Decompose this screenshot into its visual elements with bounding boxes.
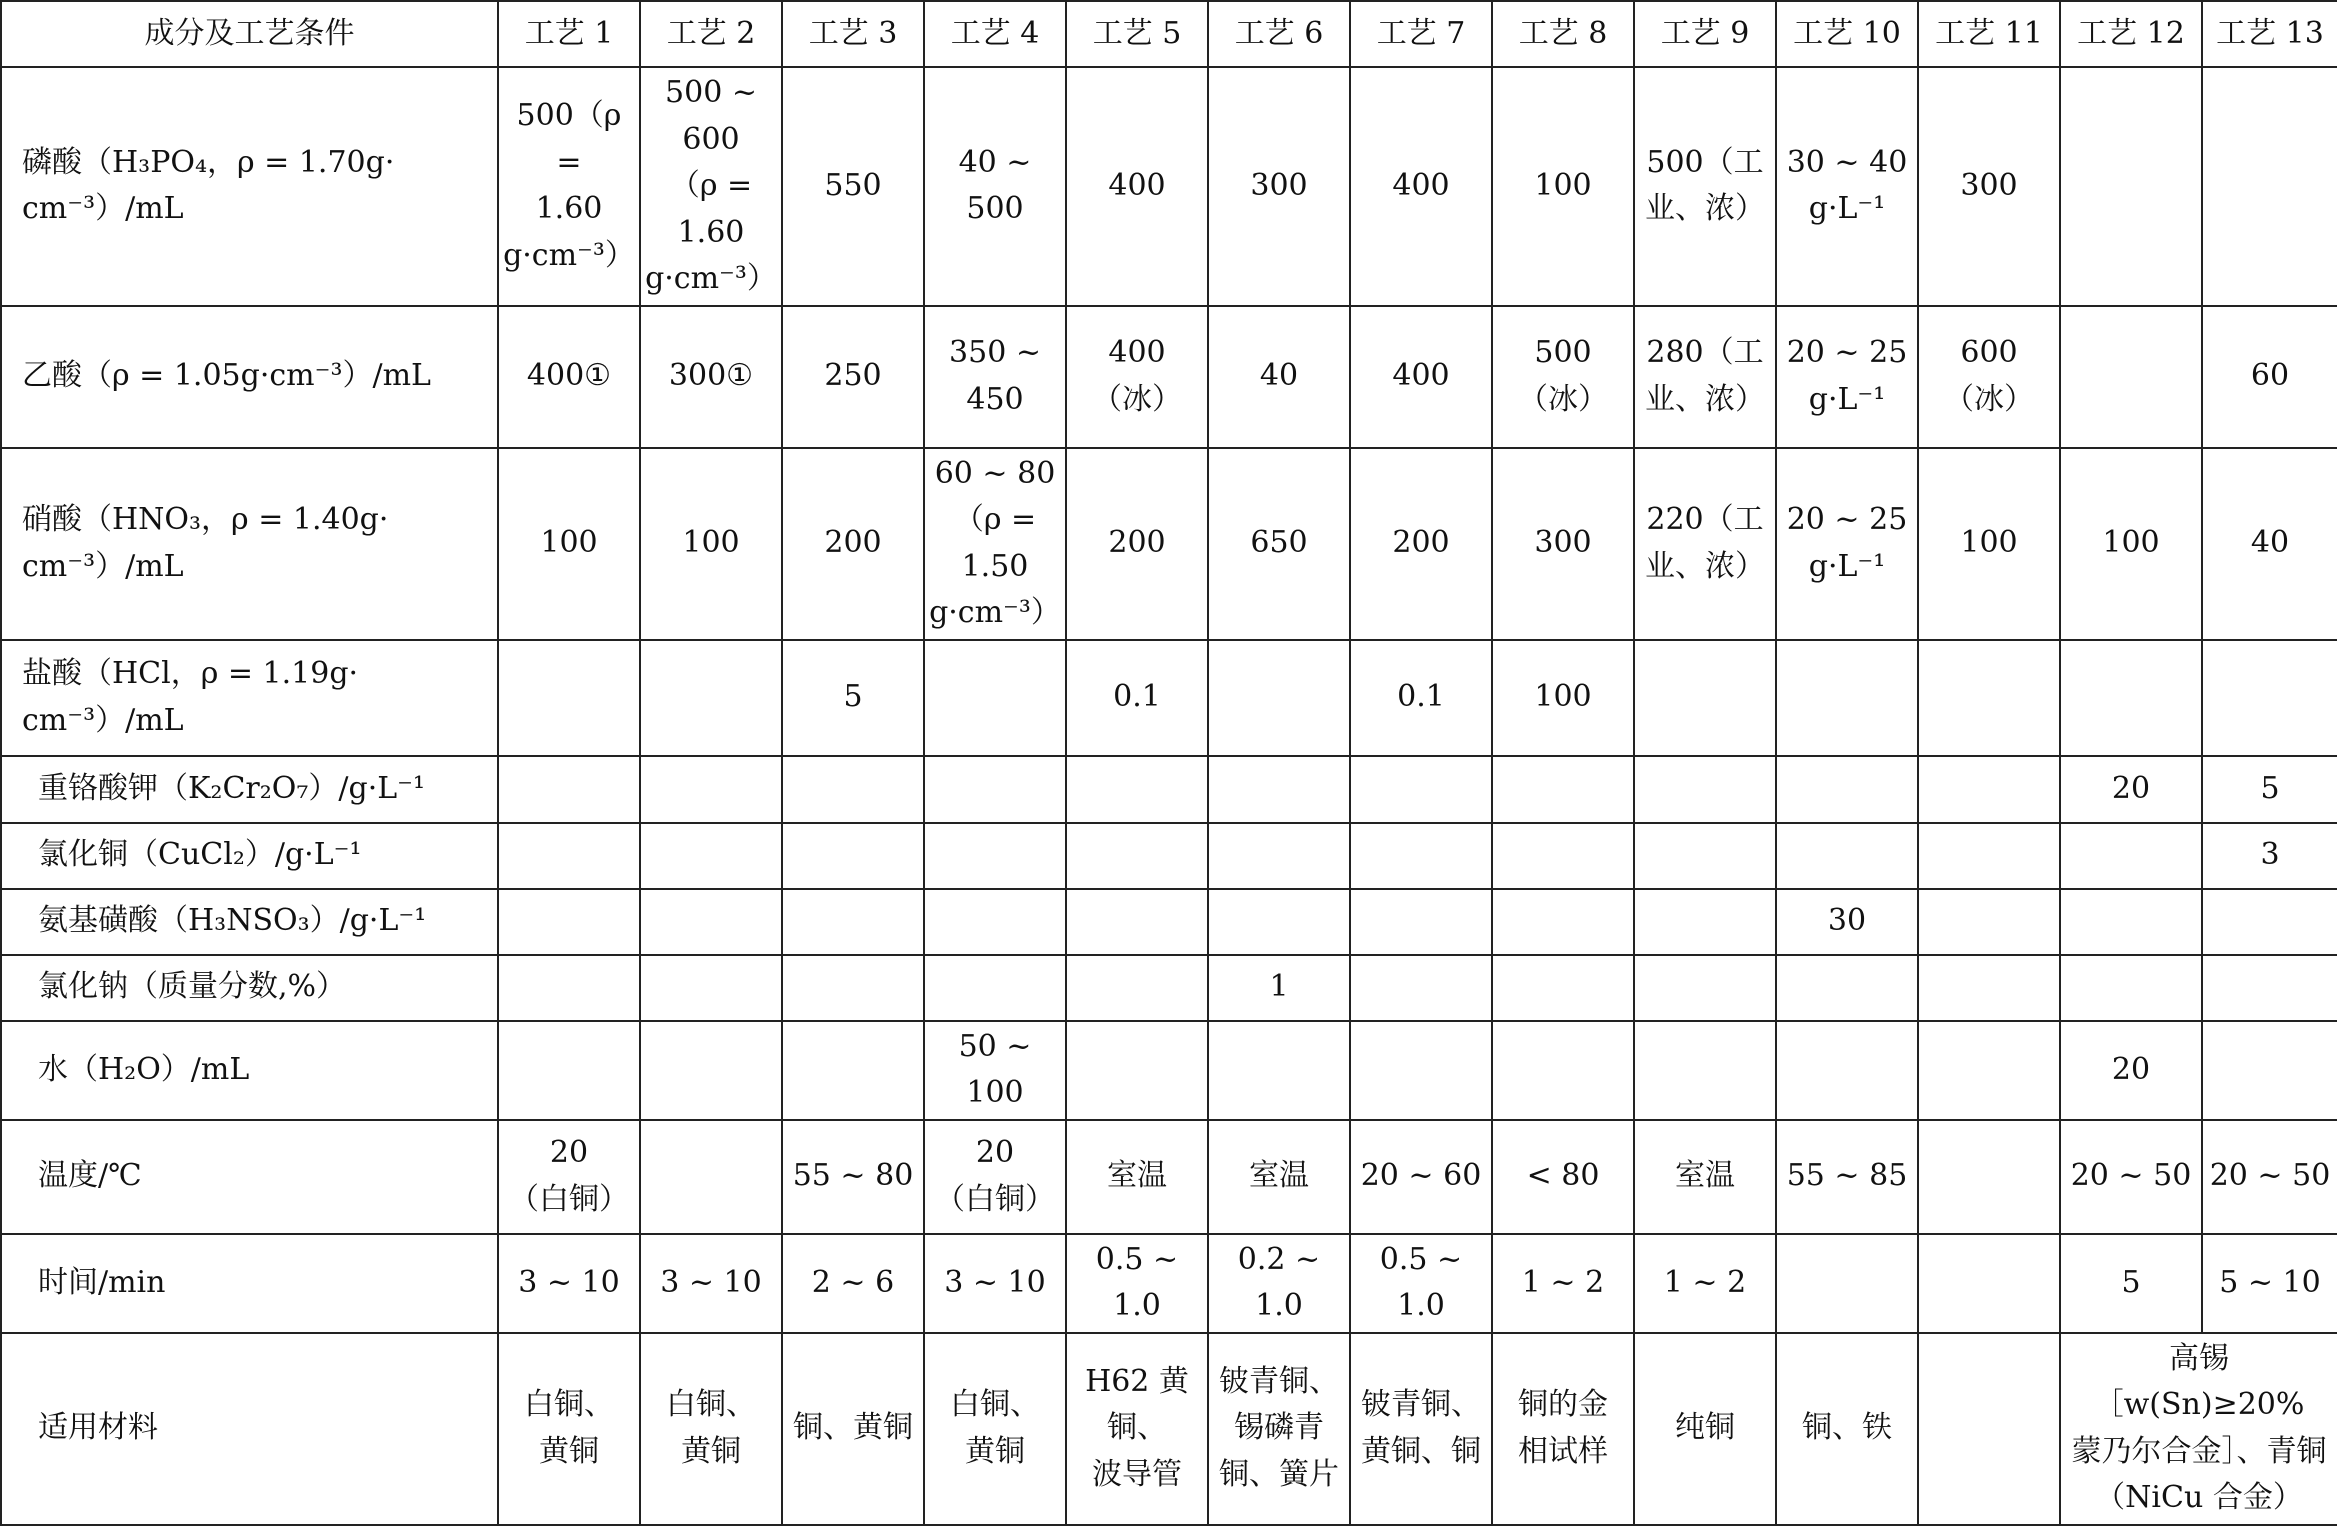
table-cell: 40 — [1208, 306, 1350, 448]
table-cell: 55 ~ 85 — [1776, 1120, 1918, 1234]
table-cell: 400 — [1066, 67, 1208, 306]
table-cell: 3 ~ 10 — [924, 1234, 1066, 1333]
material-cell — [1918, 1333, 2060, 1525]
table-cell — [782, 889, 924, 955]
table-cell — [1918, 1120, 2060, 1234]
material-cell: 铍青铜、 黄铜、铜 — [1350, 1333, 1492, 1525]
table-cell: 3 — [2202, 823, 2337, 889]
table-cell — [1634, 889, 1776, 955]
table-cell — [1350, 756, 1492, 823]
table-cell — [640, 640, 782, 756]
table-cell — [1918, 823, 2060, 889]
table-cell: 20 ~ 50 — [2060, 1120, 2202, 1234]
table-cell — [1492, 955, 1634, 1021]
table-cell — [2060, 67, 2202, 306]
table-cell — [1918, 1234, 2060, 1333]
table-cell — [1634, 823, 1776, 889]
table-cell — [1492, 889, 1634, 955]
table-cell: 500（工 业、浓） — [1634, 67, 1776, 306]
table-cell: 室温 — [1634, 1120, 1776, 1234]
table-cell: 400 — [1350, 306, 1492, 448]
table-cell — [1918, 889, 2060, 955]
table-cell: 100 — [2060, 448, 2202, 640]
table-cell: 55 ~ 80 — [782, 1120, 924, 1234]
table-cell — [2060, 955, 2202, 1021]
table-row — [1, 306, 2337, 448]
table-cell — [1208, 823, 1350, 889]
table-cell — [640, 1021, 782, 1120]
material-cell: 白铜、 黄铜 — [640, 1333, 782, 1525]
table-cell — [2060, 823, 2202, 889]
material-cell: 铜的金 相试样 — [1492, 1333, 1634, 1525]
table-cell: 300 — [1208, 67, 1350, 306]
table-row — [1, 448, 2337, 640]
table-cell — [1634, 1021, 1776, 1120]
table-cell: 400① — [498, 306, 640, 448]
table-cell — [924, 756, 1066, 823]
table-cell: 0.5 ~ 1.0 — [1066, 1234, 1208, 1333]
table-cell — [498, 1021, 640, 1120]
table-cell — [2202, 1021, 2337, 1120]
table-cell — [1776, 955, 1918, 1021]
table-cell: 3 ~ 10 — [640, 1234, 782, 1333]
table-cell — [1634, 955, 1776, 1021]
table-cell — [1208, 756, 1350, 823]
table-cell: 300 — [1918, 67, 2060, 306]
table-cell — [782, 823, 924, 889]
table-cell: 200 — [1066, 448, 1208, 640]
table-cell — [640, 1120, 782, 1234]
material-cell: 白铜、 黄铜 — [924, 1333, 1066, 1525]
table-cell: 2 ~ 6 — [782, 1234, 924, 1333]
table-cell: 500（ρ = 1.60 g·cm⁻³） — [498, 67, 640, 306]
table-cell — [782, 955, 924, 1021]
table-cell — [1918, 1021, 2060, 1120]
header-col-10: 工艺 10 — [1776, 1, 1918, 67]
table-row — [1, 955, 2337, 1021]
table-cell: 5 — [2202, 756, 2337, 823]
table-cell — [498, 823, 640, 889]
table-cell — [1350, 1021, 1492, 1120]
table-cell: 1 ~ 2 — [1634, 1234, 1776, 1333]
table-row — [1, 1120, 2337, 1234]
header-col-4: 工艺 4 — [924, 1, 1066, 67]
row-label: 氨基磺酸（H₃NSO₃）/g·L⁻¹ — [1, 889, 498, 955]
table-cell: 5 — [2060, 1234, 2202, 1333]
row-label: 温度/℃ — [1, 1120, 498, 1234]
table-cell — [2202, 67, 2337, 306]
table-cell: 300① — [640, 306, 782, 448]
table-cell: 650 — [1208, 448, 1350, 640]
material-cell: 纯铜 — [1634, 1333, 1776, 1525]
table-cell: 20 （白铜） — [498, 1120, 640, 1234]
header-col-7: 工艺 7 — [1350, 1, 1492, 67]
row-label: 硝酸（HNO₃，ρ = 1.40g· cm⁻³）/mL — [1, 448, 498, 640]
table-cell — [1208, 640, 1350, 756]
table-cell — [924, 955, 1066, 1021]
table-cell: 100 — [1492, 67, 1634, 306]
table-row — [1, 67, 2337, 306]
material-cell-merged: 高锡［w(Sn)≥20% 蒙乃尔合金］、青铜 （NiCu 合金） — [2060, 1333, 2337, 1525]
table-cell — [640, 756, 782, 823]
table-cell: 200 — [782, 448, 924, 640]
material-cell: 铜、铁 — [1776, 1333, 1918, 1525]
table-cell — [1350, 889, 1492, 955]
table-cell: 1 — [1208, 955, 1350, 1021]
table-cell: 600 （冰） — [1918, 306, 2060, 448]
material-cell: 白铜、 黄铜 — [498, 1333, 640, 1525]
table-cell: 0.5 ~ 1.0 — [1350, 1234, 1492, 1333]
material-cell: 铜、黄铜 — [782, 1333, 924, 1525]
table-cell — [1918, 955, 2060, 1021]
table-cell — [1634, 640, 1776, 756]
table-row — [1, 640, 2337, 756]
table-cell — [2202, 889, 2337, 955]
table-cell: 400 — [1350, 67, 1492, 306]
table-cell — [1492, 1021, 1634, 1120]
table-cell — [1066, 756, 1208, 823]
table-cell — [1776, 823, 1918, 889]
table-cell — [640, 823, 782, 889]
header-col-6: 工艺 6 — [1208, 1, 1350, 67]
table-cell — [924, 823, 1066, 889]
table-cell: 20 ~ 25 g·L⁻¹ — [1776, 306, 1918, 448]
row-label: 氯化钠（质量分数,%） — [1, 955, 498, 1021]
table-row — [1, 756, 2337, 823]
table-cell: 300 — [1492, 448, 1634, 640]
table-cell: 0.1 — [1066, 640, 1208, 756]
table-cell: 100 — [1492, 640, 1634, 756]
table-cell: 20 ~ 60 — [1350, 1120, 1492, 1234]
table-cell — [1918, 640, 2060, 756]
table-cell: 60 — [2202, 306, 2337, 448]
table-cell: 30 — [1776, 889, 1918, 955]
table-cell: 3 ~ 10 — [498, 1234, 640, 1333]
row-label: 氯化铜（CuCl₂）/g·L⁻¹ — [1, 823, 498, 889]
table-cell: 60 ~ 80 （ρ = 1.50 g·cm⁻³） — [924, 448, 1066, 640]
table-cell — [1776, 640, 1918, 756]
header-col-9: 工艺 9 — [1634, 1, 1776, 67]
table-row — [1, 1234, 2337, 1333]
table-cell: 0.2 ~ 1.0 — [1208, 1234, 1350, 1333]
table-cell: 20 — [2060, 756, 2202, 823]
table-cell — [1776, 1021, 1918, 1120]
table-cell — [498, 640, 640, 756]
table-cell: 350 ~ 450 — [924, 306, 1066, 448]
table-cell: 220（工 业、浓） — [1634, 448, 1776, 640]
materials-row — [1, 1333, 2337, 1525]
table-cell: 室温 — [1208, 1120, 1350, 1234]
table-row — [1, 889, 2337, 955]
header-col-3: 工艺 3 — [782, 1, 924, 67]
table-cell — [1918, 756, 2060, 823]
header-col-5: 工艺 5 — [1066, 1, 1208, 67]
table-cell: 500 （冰） — [1492, 306, 1634, 448]
row-label: 重铬酸钾（K₂Cr₂O₇）/g·L⁻¹ — [1, 756, 498, 823]
table-cell — [1208, 1021, 1350, 1120]
table-cell — [1066, 889, 1208, 955]
header-col-8: 工艺 8 — [1492, 1, 1634, 67]
table-cell — [498, 955, 640, 1021]
table-row — [1, 823, 2337, 889]
table-cell — [2202, 640, 2337, 756]
row-label: 磷酸（H₃PO₄，ρ = 1.70g· cm⁻³）/mL — [1, 67, 498, 306]
table-cell — [924, 640, 1066, 756]
row-label: 水（H₂O）/mL — [1, 1021, 498, 1120]
table-cell: 室温 — [1066, 1120, 1208, 1234]
table-cell — [1066, 823, 1208, 889]
table-row — [1, 1021, 2337, 1120]
table-cell: 280（工 业、浓） — [1634, 306, 1776, 448]
header-label: 成分及工艺条件 — [1, 1, 498, 67]
material-cell: 铍青铜、 锡磷青 铜、簧片 — [1208, 1333, 1350, 1525]
table-cell — [1350, 823, 1492, 889]
table-cell: 100 — [640, 448, 782, 640]
table-cell — [498, 889, 640, 955]
table-cell — [782, 756, 924, 823]
table-cell: 550 — [782, 67, 924, 306]
table-cell: 250 — [782, 306, 924, 448]
table-cell — [782, 1021, 924, 1120]
table-cell: 500 ~ 600 （ρ = 1.60 g·cm⁻³） — [640, 67, 782, 306]
table-cell — [924, 889, 1066, 955]
table-cell: 200 — [1350, 448, 1492, 640]
header-col-12: 工艺 12 — [2060, 1, 2202, 67]
table-cell: 40 ~ 500 — [924, 67, 1066, 306]
table-cell — [1492, 823, 1634, 889]
header-col-13: 工艺 13 — [2202, 1, 2337, 67]
table-cell — [1066, 1021, 1208, 1120]
row-label: 盐酸（HCl，ρ = 1.19g· cm⁻³）/mL — [1, 640, 498, 756]
material-cell: H62 黄铜、 波导管 — [1066, 1333, 1208, 1525]
row-label: 适用材料 — [1, 1333, 498, 1525]
table-cell: 40 — [2202, 448, 2337, 640]
table-cell — [2060, 306, 2202, 448]
table-cell — [1776, 1234, 1918, 1333]
row-label: 乙酸（ρ = 1.05g·cm⁻³）/mL — [1, 306, 498, 448]
table-cell: 1 ~ 2 — [1492, 1234, 1634, 1333]
table-cell — [1776, 756, 1918, 823]
table-cell: 0.1 — [1350, 640, 1492, 756]
table-cell — [640, 955, 782, 1021]
table-cell — [1350, 955, 1492, 1021]
table-cell — [2202, 955, 2337, 1021]
row-label: 时间/min — [1, 1234, 498, 1333]
table-cell: 30 ~ 40 g·L⁻¹ — [1776, 67, 1918, 306]
header-col-2: 工艺 2 — [640, 1, 782, 67]
table-cell — [1492, 756, 1634, 823]
table-cell — [2060, 640, 2202, 756]
table-cell: 100 — [1918, 448, 2060, 640]
table-cell: 100 — [498, 448, 640, 640]
table-cell: 5 — [782, 640, 924, 756]
table-cell — [2060, 889, 2202, 955]
table-cell: 400 （冰） — [1066, 306, 1208, 448]
header-col-11: 工艺 11 — [1918, 1, 2060, 67]
table-cell — [1634, 756, 1776, 823]
table-cell: 5 ~ 10 — [2202, 1234, 2337, 1333]
table-cell: 20 ~ 25 g·L⁻¹ — [1776, 448, 1918, 640]
header-row — [1, 1, 2337, 67]
header-col-1: 工艺 1 — [498, 1, 640, 67]
table-cell: 50 ~ 100 — [924, 1021, 1066, 1120]
table-cell — [1208, 889, 1350, 955]
table-cell — [1066, 955, 1208, 1021]
table-cell — [640, 889, 782, 955]
table-cell — [498, 756, 640, 823]
table-cell: 20 ~ 50 — [2202, 1120, 2337, 1234]
table-cell: 20 — [2060, 1021, 2202, 1120]
table-cell: < 80 — [1492, 1120, 1634, 1234]
table-cell: 20 （白铜） — [924, 1120, 1066, 1234]
